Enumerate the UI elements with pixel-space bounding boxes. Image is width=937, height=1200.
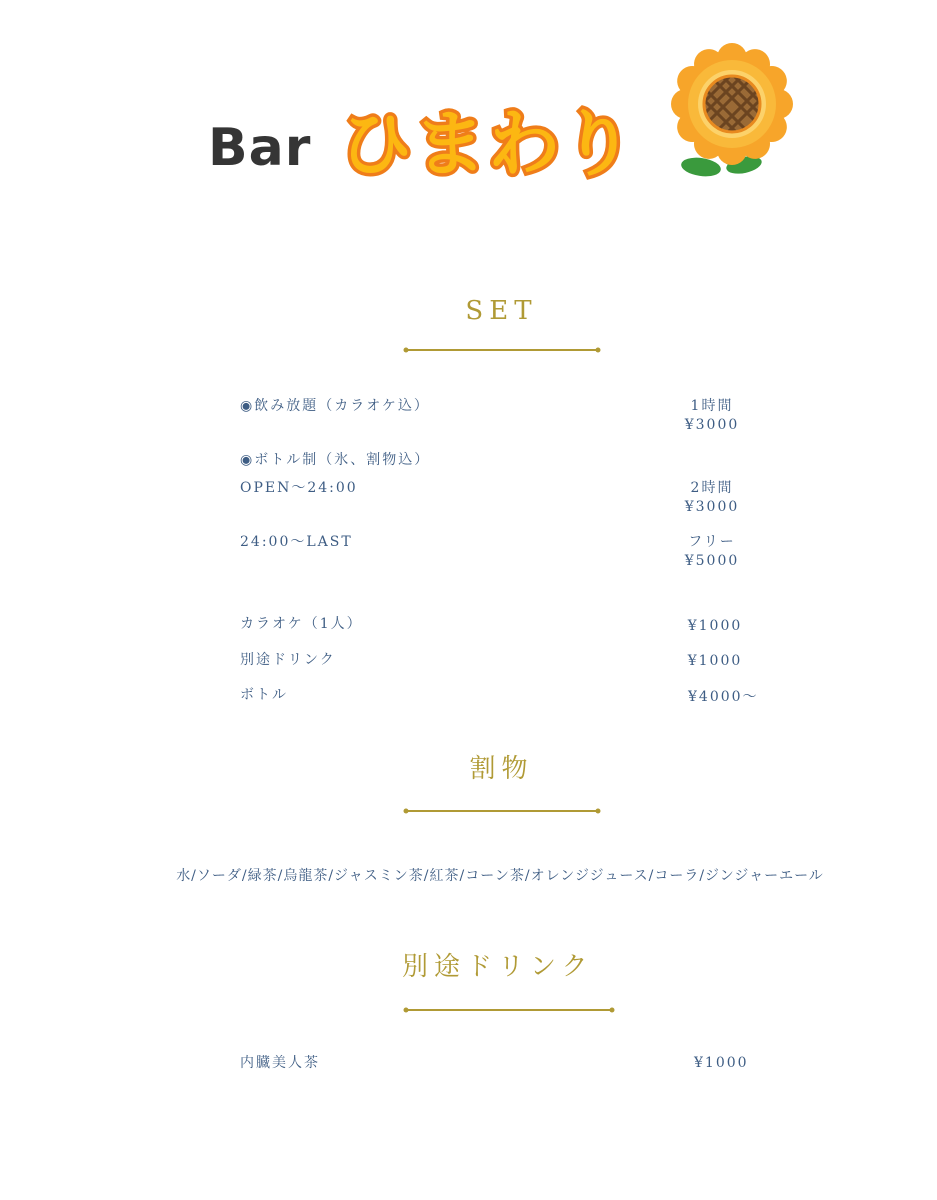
sunflower-icon [668, 36, 798, 186]
extra-drink-item-label: 内臓美人茶 [240, 1055, 320, 1071]
set-item-label: ◉飲み放題（カラオケ込） [240, 398, 430, 414]
set-item-price: ¥3000 [684, 417, 740, 433]
set-item-duration: 2時間 [690, 480, 734, 496]
mixers-section-title: 割物 [469, 754, 534, 784]
mixers-divider [402, 806, 602, 816]
set-item-label: ◉ボトル制（氷、割物込） [240, 452, 431, 468]
extra-drink-divider [402, 1005, 616, 1015]
extra-drink-item-price: ¥1000 [694, 1055, 749, 1071]
logo-name-text: ひまわり [340, 102, 637, 186]
extra-drink-section-title: 別途ドリンク [402, 952, 594, 982]
set-item-price: ¥3000 [684, 499, 740, 515]
mixers-list: 水/ソーダ/緑茶/烏龍茶/ジャスミン茶/紅茶/コーン茶/オレンジジュース/コーラ/ジンジャーエール [176, 868, 824, 884]
extra-item-price: ¥1000 [687, 618, 743, 634]
set-section-title: SET [465, 296, 538, 326]
extra-item-label: ボトル [240, 687, 288, 703]
set-item-duration: フリー [688, 534, 736, 550]
set-item-label: OPEN～24:00 [240, 480, 358, 496]
set-divider [402, 345, 602, 355]
set-item-price: ¥5000 [684, 553, 740, 569]
extra-item-label: 別途ドリンク [240, 652, 336, 668]
logo-bar-text: Bar [208, 118, 312, 178]
set-item-label: 24:00～LAST [240, 534, 353, 550]
set-item-duration: 1時間 [690, 398, 734, 414]
extra-item-price: ¥4000～ [688, 689, 759, 705]
extra-item-price: ¥1000 [687, 653, 743, 669]
extra-item-label: カラオケ（1人） [240, 616, 363, 632]
